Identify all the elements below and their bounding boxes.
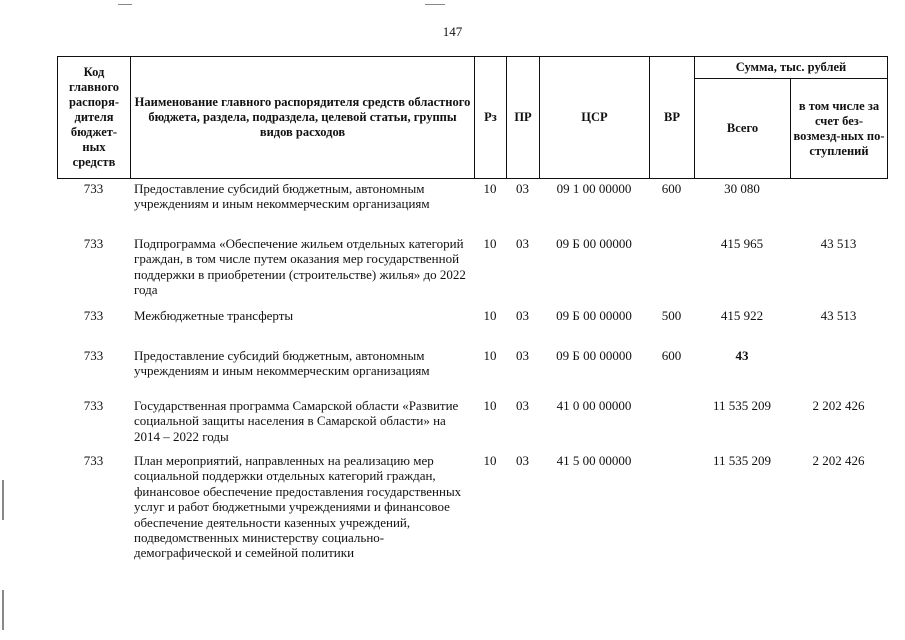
cell-total: 11 535 209	[712, 398, 772, 413]
table-row	[57, 181, 887, 236]
cell-code: 733	[83, 236, 104, 251]
cell-name: Государственная программа Самарской области «Развитие социальной защиты населения в Самарской области» на 2014 – 2022 годы	[134, 398, 459, 444]
scan-artifact-left-2	[2, 590, 4, 630]
cell-pr: 03	[516, 308, 529, 323]
cell-name: Предоставление субсидий бюджетным, автономным учреждениям и иным некоммерческим организациям	[134, 181, 430, 212]
cell-free: 43 513	[820, 308, 857, 323]
cell-pr: 03	[516, 398, 529, 413]
cell-vr: 500	[661, 308, 682, 323]
header-rz: Рз	[475, 57, 507, 179]
cell-total: 43	[735, 348, 749, 363]
cell-total: 30 080	[724, 181, 760, 196]
header-sum: Сумма, тыс. рублей	[695, 57, 888, 79]
cell-total: 11 535 209	[712, 453, 772, 468]
cell-code: 733	[83, 398, 104, 413]
table-row	[57, 398, 887, 453]
scan-artifact-top	[118, 4, 132, 5]
cell-vr	[649, 236, 694, 308]
table-row	[57, 308, 887, 348]
cell-free	[790, 348, 887, 398]
cell-rz: 10	[483, 181, 497, 196]
cell-csr: 09 Б 00 00000	[556, 348, 632, 363]
scan-artifact-top-2	[425, 4, 445, 5]
cell-pr: 03	[516, 348, 529, 363]
header-free: в том числе за счет без-возмезд-ных по-ступлений	[791, 79, 888, 179]
cell-vr	[649, 398, 694, 453]
cell-name: План мероприятий, направленных на реализацию мер социальной поддержки отдельных категорий граждан, финансовое обеспечение предоставления государственных услуг и работ бюджетными учреждениями и финансовое обеспечение деятельности казенных учреждений, подведомственных министерству социально-демографической и семейной политики	[134, 453, 462, 561]
cell-name: Межбюджетные трансферты	[134, 308, 294, 323]
cell-pr: 03	[516, 181, 529, 196]
cell-free: 2 202 426	[812, 398, 865, 413]
cell-code: 733	[83, 181, 104, 196]
header-pr: ПР	[507, 57, 540, 179]
cell-rz: 10	[483, 308, 497, 323]
cell-free: 2 202 426	[812, 453, 865, 468]
cell-csr: 41 5 00 00000	[556, 453, 632, 468]
cell-total: 415 965	[720, 236, 764, 251]
table-row	[57, 236, 887, 308]
header-vr: ВР	[650, 57, 695, 179]
header-name: Наименование главного распорядителя средств областного бюджета, раздела, подраздела, целевой статьи, группы видов расходов	[131, 57, 475, 179]
cell-vr	[649, 453, 694, 561]
cell-csr: 41 0 00 00000	[556, 398, 632, 413]
scan-artifact-left	[2, 480, 4, 520]
cell-code: 733	[83, 348, 104, 363]
cell-code: 733	[83, 453, 104, 468]
budget-table	[57, 181, 887, 561]
header-csr: ЦСР	[540, 57, 650, 179]
cell-vr: 600	[661, 348, 682, 363]
cell-rz: 10	[483, 348, 497, 363]
cell-vr: 600	[661, 181, 682, 196]
cell-code: 733	[83, 308, 104, 323]
cell-rz: 10	[483, 398, 497, 413]
cell-total: 415 922	[720, 308, 764, 323]
header-code: Код главного распоря-дителя бюджет-ных средств	[58, 57, 131, 179]
cell-name: Подпрограмма «Обеспечение жильем отдельных категорий граждан, в том числе путем оказания мер государственной поддержки в приобретении (строительстве) жилья» до 2022 года	[134, 236, 466, 298]
cell-csr: 09 1 00 00000	[556, 181, 632, 196]
cell-rz: 10	[483, 453, 497, 468]
header-total: Всего	[695, 79, 791, 179]
page-number: 147	[442, 24, 463, 39]
table-row	[57, 348, 887, 398]
table-header	[57, 56, 888, 179]
cell-csr: 09 Б 00 00000	[556, 308, 632, 323]
cell-csr: 09 Б 00 00000	[556, 236, 632, 251]
cell-rz: 10	[483, 236, 497, 251]
table-row	[57, 453, 887, 561]
cell-free	[790, 181, 887, 236]
cell-free: 43 513	[820, 236, 857, 251]
cell-pr: 03	[516, 453, 529, 468]
cell-name: Предоставление субсидий бюджетным, автономным учреждениям и иным некоммерческим организациям	[134, 348, 430, 379]
cell-pr: 03	[516, 236, 529, 251]
